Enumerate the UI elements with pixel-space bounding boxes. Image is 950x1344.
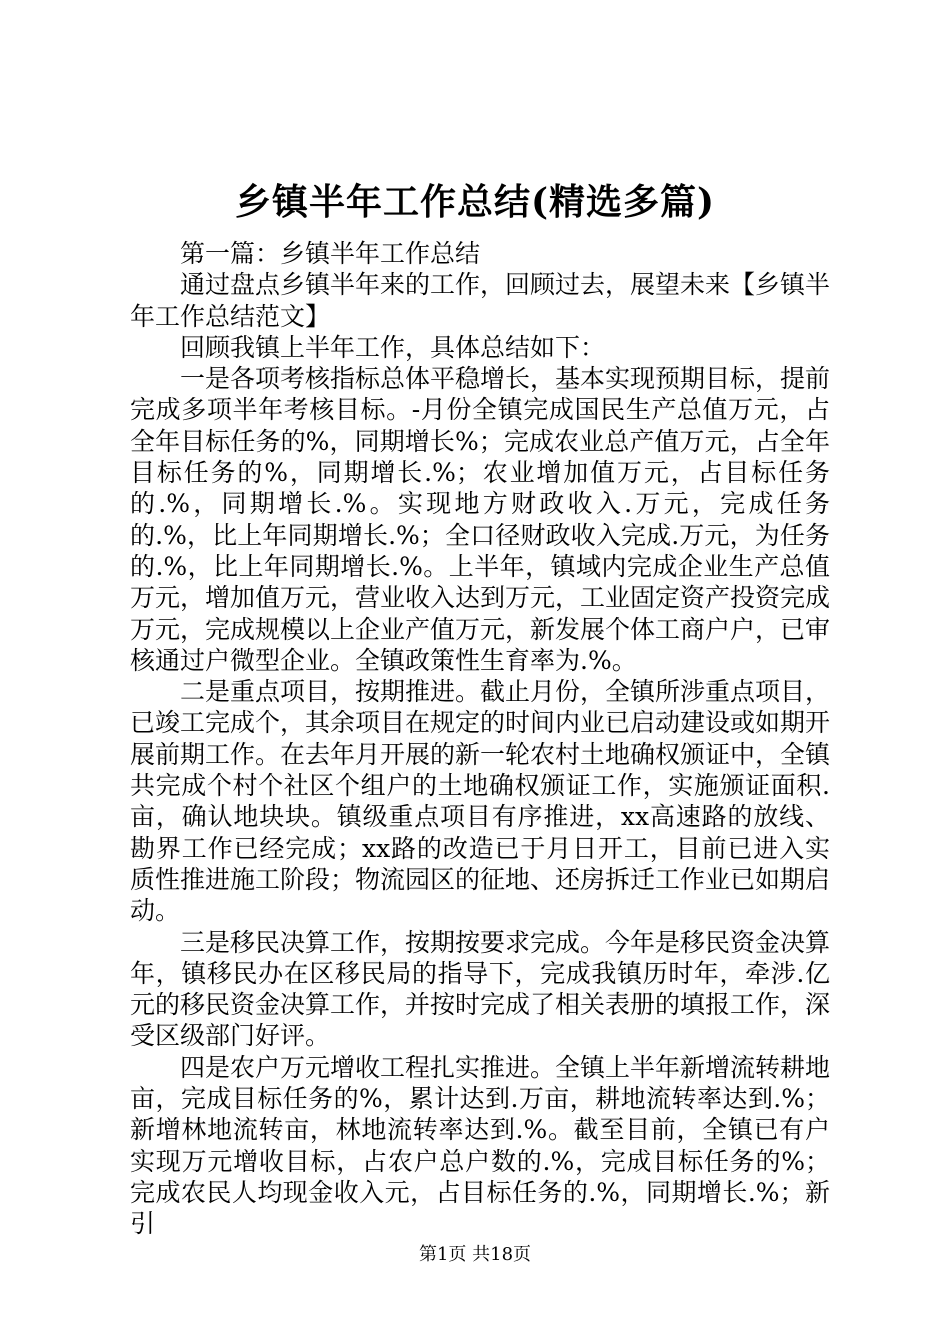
document-title: 乡镇半年工作总结(精选多篇) xyxy=(234,181,716,223)
paragraph-item-3: 三是移民决算工作，按期按要求完成。今年是移民资金决算年，镇移民办在区移民局的指导下，完成我镇历时年，牵涉.亿元的移民资金决算工作，并按时完成了相关表册的填报工作，深受区级部门好评。 xyxy=(130,927,831,1051)
paragraph-section-heading: 第一篇：乡镇半年工作总结 xyxy=(180,239,481,268)
paragraph-item-1: 一是各项考核指标总体平稳增长，基本实现预期目标，提前完成多项半年考核目标。-月份全镇完成国民生产总值万元，占全年目标任务的%，同期增长%；完成农业总产值万元，占全年目标任务的%，同期增长.%；农业增加值万元，占目标任务的.%，同期增长.%。实现地方财政收入.万元，完成任务的.%，比上年同期增长.%；全口径财政收入完成.万元，为任务的.%，比上年同期增长.%。上半年，镇域内完成企业生产总值万元，增加值万元，营业收入达到万元，工业固定资产投资完成万元，完成规模以上企业产值万元，新发展个体工商户户，已审核通过户微型企业。全镇政策性生育率为.%。 xyxy=(130,364,831,675)
document-body xyxy=(130,238,830,1240)
paragraph-intro: 通过盘点乡镇半年来的工作，回顾过去，展望未来【乡镇半年工作总结范文】 xyxy=(130,270,831,331)
paragraph-item-4: 四是农户万元增收工程扎实推进。全镇上半年新增流转耕地亩，完成目标任务的%，累计达到.万亩，耕地流转率达到.%；新增林地流转亩，林地流转率达到.%。截至目前，全镇已有户实现万元增收目标，占农户总户数的.%，完成目标任务的%；完成农民人均现金收入元，占目标任务的.%，同期增长.%；新引 xyxy=(130,1052,831,1239)
paragraph-item-2: 二是重点项目，按期推进。截止月份，全镇所涉重点项目，已竣工完成个，其余项目在规定的时间内业已启动建设或如期开展前期工作。在去年月开展的新一轮农村土地确权颁证中，全镇共完成个村个社区个组户的土地确权颁证工作，实施颁证面积.亩，确认地块块。镇级重点项目有序推进，xx高速路的放线、勘界工作已经完成；xx路的改造已于月日开工，目前已进入实质性推进施工阶段；物流园区的征地、还房拆迁工作业已如期启动。 xyxy=(130,677,831,926)
paragraph-summary-lead: 回顾我镇上半年工作，具体总结如下： xyxy=(180,332,606,362)
page-number-footer: 第1页 共18页 xyxy=(418,1244,532,1265)
